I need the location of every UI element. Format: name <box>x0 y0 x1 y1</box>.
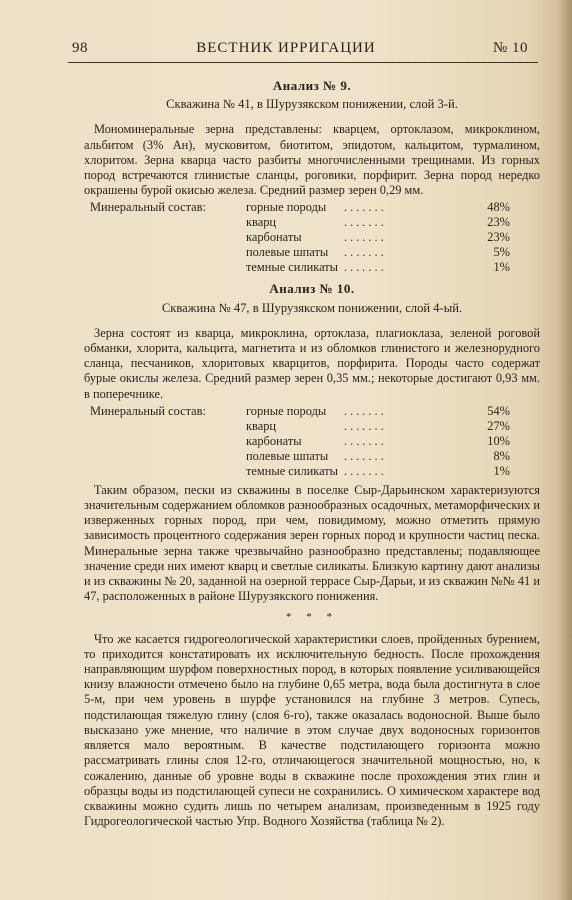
page-number: 98 <box>72 40 88 56</box>
leader-dots: ....... <box>344 215 387 230</box>
mineral-row <box>84 464 540 479</box>
header-rule <box>68 62 538 63</box>
mineral-name: горные породы <box>246 403 327 418</box>
mineral-name: кварц <box>246 418 277 433</box>
issue-number: № 10 <box>492 40 528 56</box>
running-header <box>0 40 572 60</box>
page-binding-shadow <box>558 0 572 900</box>
mineral-name: карбонаты <box>246 230 302 245</box>
mineral-name: полевые шпаты <box>246 245 329 260</box>
leader-dots: ....... <box>344 448 387 463</box>
conclusion-paragraph: Таким образом, пески из скважины в поселке Сыр-Дарьинском характеризуются значительным содержанием обломков разнообразных осадочных, метаморфических и изверженных горных пород, при чем, повидимому, можно отметить прямую зависимость процентного содержания зерен горных пород и крупности частиц песка. Минеральные зерна также чрезвычайно разнообразно представлены; подавляющее значение среди них имеют кварц и светлые силикаты. Близкую картину дают анализы и из скважины № 20, заданной на озерной террасе Сыр-Дарьи, и из скважин №№ 41 и 47, расположенных в районе Шурузякского понижения. <box>84 482 540 604</box>
mineral-value: 1% <box>493 260 510 275</box>
composition-label: Минеральный состав: <box>90 403 206 418</box>
mineral-row <box>84 434 540 449</box>
mineral-name: кварц <box>246 215 277 230</box>
mineral-value: 1% <box>493 463 510 478</box>
leader-dots: ....... <box>344 260 387 275</box>
leader-dots: ....... <box>344 418 387 433</box>
mineral-row <box>84 419 540 434</box>
leader-dots: ....... <box>344 230 387 245</box>
mineral-name: карбонаты <box>246 433 302 448</box>
section-separator: * * * <box>286 611 338 624</box>
mineral-value: 54% <box>487 403 510 418</box>
analysis-9-title: Анализ № 9. <box>272 78 352 93</box>
mineral-name: горные породы <box>246 200 327 215</box>
leader-dots: ....... <box>344 200 387 215</box>
leader-dots: ....... <box>344 433 387 448</box>
mineral-row <box>84 215 540 230</box>
mineral-value: 5% <box>493 245 510 260</box>
journal-title: ВЕСТНИК ИРРИГАЦИИ <box>196 40 376 56</box>
leader-dots: ....... <box>344 245 387 260</box>
mineral-row <box>84 230 540 245</box>
hydrogeology-paragraph: Что же касается гидрогеологической характеристики слоев, пройденных бурением, то приходится констатировать их исключительную бедность. После прохождения направляющим шурфом поверхностных пород, в которых появление усиливающейся книзу влажности отмечено было на глубине 0,65 метра, вода была достигнута в слое 5-м, при чем уровень в шурфе установился на глубине 3 метров. Супесь, подстилающая тяжелую глину (слоя 6-го), также оказалась водоносной. Выше было высказано уже мнение, что наличие в этом случае двух водоносных горизонтов является мало вероятным. В качестве подстилающего горизонта можно рассматривать глины слоя 12-го, отличающегося значительной мощностью, но, к сожалению, данные об уровне воды в скважине после прохождения этих глин и образцы воды из подстилающей супеси не сохранились. О химическом характере вод скважины можно судить лишь по четырем анализам, произведенным в 1925 году Гидрогеологической частью Упр. Водного Хозяйства (таблица № 2). <box>84 631 540 829</box>
analysis-10-title: Анализ № 10. <box>269 281 355 297</box>
analysis-9-composition <box>84 200 540 275</box>
mineral-row <box>84 245 540 260</box>
mineral-value: 8% <box>493 448 510 463</box>
mineral-value: 23% <box>487 215 510 230</box>
page-body <box>84 72 540 829</box>
mineral-value: 27% <box>487 418 510 433</box>
mineral-row <box>84 260 540 275</box>
mineral-row <box>84 449 540 464</box>
mineral-value: 23% <box>487 230 510 245</box>
mineral-name: полевые шпаты <box>246 448 329 463</box>
analysis-10-paragraph: Зерна состоят из кварца, микроклина, ортоклаза, плагиоклаза, зеленой роговой обманки, хлорита, кальцита, магнетита и из обломков глинистого и железнорудного сланца, песчаников, хлоритовых кварцитов, порфирита. Породы часто содержат бурые окислы железа. Средний размер зерен 0,35 мм.; некоторые достигают 0,93 мм. в поперечнике. <box>84 325 540 401</box>
analysis-9-paragraph: Мономинеральные зерна представлены: кварцем, ортоклазом, микроклином, альбитом (3% Ан), мусковитом, биотитом, эпидотом, кальцитом, турмалином, хлоритом. Зерна кварца часто разбиты многочисленными трещинами. Из горных пород встречаются глинистые сланцы, роговики, порфирит. Зерна пород нередко окрашены бурой окисью железа. Средний размер зерен 0,29 мм. <box>84 122 540 198</box>
analysis-10-subtitle: Скважина № 47, в Шурузякском понижении, слой 4-ый. <box>161 300 463 315</box>
mineral-name: темные силикаты <box>246 463 339 478</box>
analysis-10-composition <box>84 404 540 479</box>
mineral-row <box>84 200 540 215</box>
mineral-value: 48% <box>487 200 510 215</box>
composition-label: Минеральный состав: <box>90 200 206 215</box>
leader-dots: ....... <box>344 463 387 478</box>
mineral-row <box>84 404 540 419</box>
mineral-value: 10% <box>487 433 510 448</box>
analysis-9-subtitle: Скважина № 41, в Шурузякском понижении, слой 3-й. <box>166 97 458 112</box>
mineral-name: темные силикаты <box>246 260 339 275</box>
leader-dots: ....... <box>344 403 387 418</box>
